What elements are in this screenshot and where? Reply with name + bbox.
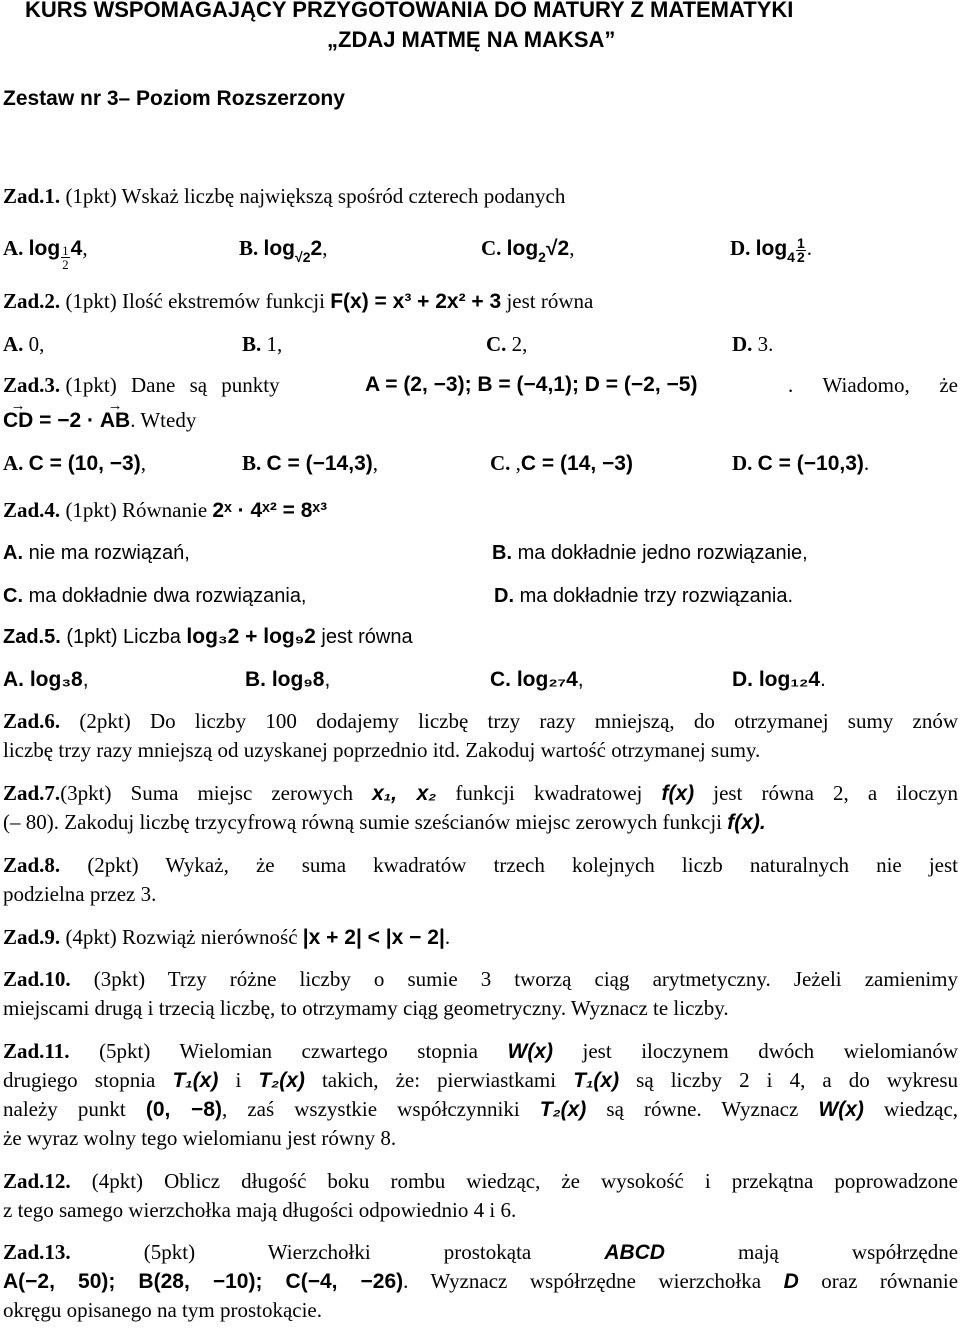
task-1-option-c: C. $\log_2√2$, [481,236,575,265]
task-9-formula: |x + 2| < |x − 2| [302,926,445,949]
task-2: Zad.2. (1pkt) Ilość ekstremów funkcji F(x) = x³ + 2x² + 3 jest równa [3,289,594,313]
task-4-option-c: C. ma dokładnie dwa rozwiązania, [3,585,307,607]
task-9: Zad.9. (4pkt) Rozwiąż nierówność |x + 2| < |x − 2|. [3,925,451,949]
task-3-line1-end: . Wiadomo, że [788,373,958,397]
task-4-option-b: B. ma dokładnie jedno rozwiązanie, [492,542,808,564]
task-5-option-b: B. log₉8, [245,668,331,691]
task-10: Zad.10. (3pkt) Trzy różne liczby o sumie 3 tworzą ciąg arytmetyczny. Jeżeli zamienimy miejscami drugą i trzecią liczbę, to otrzymamy ciąg geometryczny. Wyznacz te liczby. [3,967,959,1020]
task-5-option-c: C. log₂₇4, [490,668,584,691]
task-3-vector-equation: CD → = −2 · AB →. Wtedy [3,407,196,434]
task-5-option-a: A. log₃8, [3,668,89,691]
task-2-option-c: C. 2, [486,332,528,356]
task-5: Zad.5. (1pkt) Liczba log₃2 + log₉2 jest równa [3,625,413,648]
task-7: Zad.7.(3pkt) Suma miejsc zerowych x₁, x₂ funkcji kwadratowej f(x) jest równa 2, a iloczyn (– 80). Zakoduj liczbę trzycyfrową równą sumie sześcianów miejsc zerowych funkcji f(x). [3,781,959,834]
task-3-option-d: D. C = (−10,3). [732,451,870,475]
course-subtitle: „ZDAJ MATMĘ NA MAKSA” [327,27,616,52]
course-title: KURS WSPOMAGAJĄCY PRZYGOTOWANIA DO MATURY Z MATEMATYKI [25,0,794,22]
task-11: Zad.11. (5pkt) Wielomian czwartego stopnia W(x) jest iloczynem dwóch wielomianów drugiego stopnia T₁(x) i T₂(x) takich, że: pierwiastkami T₁(x) są liczby 2 i 4, a do wykresu należy punkt (0, −8), zaś wszystkie współczynniki T₂(x) są równe. Wyznacz W(x) wiedząc, że wyraz wolny tego wielomianu jest równy 8. [3,1039,959,1150]
task-4-option-a: A. nie ma rozwiązań, [3,542,190,564]
task-8: Zad.8. (2pkt) Wykaż, że suma kwadratów trzech kolejnych liczb naturalnych nie jest podzielna przez 3. [3,853,959,906]
task-3-option-b: B. C = (−14,3), [242,451,378,475]
task-4: Zad.4. (1pkt) Równanie 2ˣ · 4ˣ² = 8ˣ³ [3,498,328,522]
task-5-option-d: D. log₁₂4. [732,668,826,691]
set-title: Zestaw nr 3– Poziom Rozszerzony [3,87,345,110]
task-2-option-b: B. 1, [242,332,283,356]
task-1-option-a: A. log $_{\frac{1}{2}}$ 4, [3,236,88,272]
task-4-option-d: D. ma dokładnie trzy rozwiązania. [494,585,794,607]
task-1: Zad.1. (1pkt) Wskaż liczbę największą spośród czterech podanych [3,184,566,208]
task-2-option-a: A. 0, [3,332,45,356]
task-5-formula: log₃2 + log₉2 [186,625,316,648]
task-4-formula: 2ˣ · 4ˣ² = 8ˣ³ [212,499,328,522]
task-3-option-a: A. C = (10, −3), [3,451,146,475]
task-3-points: A = (2, −3); B = (−4,1); D = (−2, −5) [365,373,698,396]
task-2-option-d: D. 3. [732,332,774,356]
task-2-formula: F(x) = x³ + 2x² + 3 [330,290,502,313]
task-3-option-c: C. ,C = (14, −3) [490,451,633,475]
task-13: Zad.13. (5pkt) Wierzchołki prostokąta ABCD mają współrzędne A(−2, 50); B(28, −10); C(−4, −26). Wyznacz współrzędne wierzchołka D oraz równanie okręgu opisanego na tym prostokącie. [3,1240,959,1322]
task-1-option-d: D. $\log_4$ $\frac{1}{2}$ . [730,234,813,265]
task-6: Zad.6. (2pkt) Do liczby 100 dodajemy liczbę trzy razy mniejszą, do otrzymanej sumy znów liczbę trzy razy mniejszą od uzyskanej poprzednio itd. Zakoduj wartość otrzymanej sumy. [3,709,958,762]
task-3-line1-start: Zad.3. (1pkt) Dane są punkty [3,373,280,397]
task-1-option-b: B. $\log_{√2}2$, [239,236,328,265]
task-12: Zad.12. (4pkt) Oblicz długość boku rombu wiedząc, że wysokość i przekątna poprowadzone z tego samego wierzchołka mają długości odpowiednio 4 i 6. [3,1169,958,1222]
